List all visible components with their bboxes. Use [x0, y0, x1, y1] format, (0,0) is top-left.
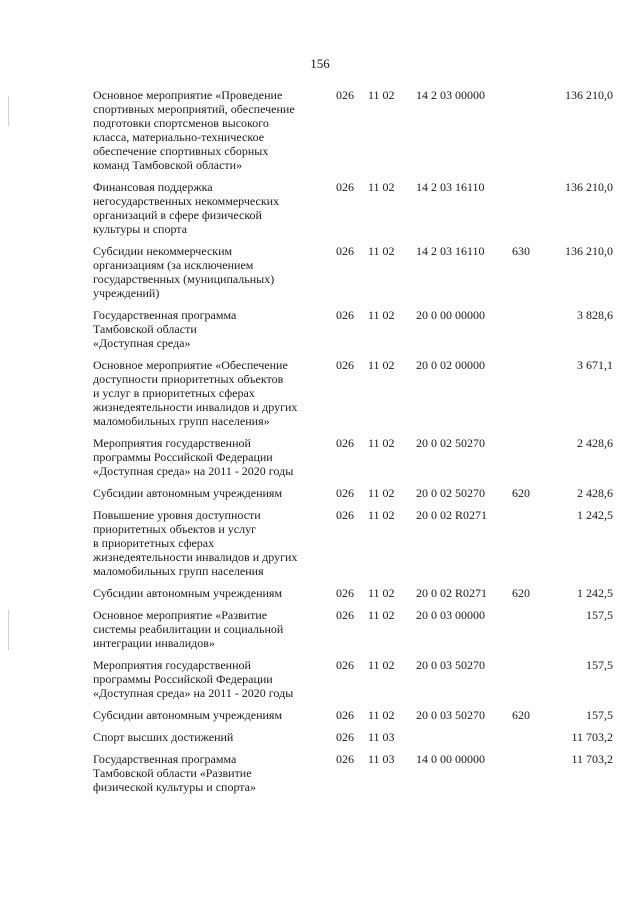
- section-code: 11 02: [368, 586, 395, 600]
- row-name-line: жизнедеятельности инвалидов и других: [93, 400, 298, 414]
- row-name-line: учреждений): [93, 286, 160, 300]
- row-name-line: программы Российской Федерации: [93, 450, 273, 464]
- row-name: [93, 708, 336, 730]
- amount: 11 703,2: [571, 752, 613, 766]
- row-name: [93, 658, 336, 708]
- row-name-line: Основное мероприятие «Обеспечение: [93, 358, 288, 372]
- row-name-line: жизнедеятельности инвалидов и других: [93, 550, 298, 564]
- row-name-line: Тамбовской области «Развитие: [93, 766, 252, 780]
- ministry-code: 026: [336, 658, 354, 672]
- table-row: [93, 180, 613, 244]
- row-name: [93, 486, 336, 508]
- section-code: 11 02: [368, 244, 395, 258]
- row-name-line: «Доступная среда» на 2011 - 2020 годы: [93, 464, 294, 478]
- target-article-code: 14 2 03 16110: [416, 180, 485, 194]
- row-name-line: Субсидии автономным учреждениям: [93, 486, 283, 500]
- row-name: [93, 508, 336, 586]
- row-name-line: культуры и спорта: [93, 222, 188, 236]
- target-article-code: 20 0 02 R0271: [416, 508, 488, 522]
- expense-type-code: 620: [512, 486, 530, 500]
- expense-type-code: [512, 88, 536, 180]
- section-code: 11 02: [368, 180, 395, 194]
- amount: 11 703,2: [571, 730, 613, 744]
- ministry-code: 026: [336, 708, 354, 722]
- table-row: [93, 244, 613, 308]
- row-name: [93, 608, 336, 658]
- amount: 1 242,5: [577, 508, 613, 522]
- amount: 157,5: [586, 608, 613, 622]
- row-name-line: Субсидии автономным учреждениям: [93, 586, 283, 600]
- table-row: [93, 752, 613, 802]
- row-name-line: маломобильных групп населения: [93, 564, 264, 578]
- ministry-code: 026: [336, 88, 354, 102]
- row-name-line: Мероприятия государственной: [93, 658, 251, 672]
- amount: 2 428,6: [577, 436, 613, 450]
- section-code: 11 03: [368, 730, 395, 744]
- row-name-line: в приоритетных сферах: [93, 536, 215, 550]
- amount: 157,5: [586, 708, 613, 722]
- row-name-line: Тамбовской области: [93, 322, 197, 336]
- row-name-line: приоритетных объектов и услуг: [93, 522, 256, 536]
- table-row: [93, 88, 613, 180]
- row-name-line: «Доступная среда» на 2011 - 2020 годы: [93, 686, 294, 700]
- ministry-code: 026: [336, 180, 354, 194]
- row-name-line: Мероприятия государственной: [93, 436, 251, 450]
- page-number: 156: [310, 56, 330, 71]
- row-name-line: доступности приоритетных объектов: [93, 372, 284, 386]
- expense-type-code: [512, 180, 536, 244]
- ministry-code: 026: [336, 752, 354, 766]
- row-name: [93, 358, 336, 436]
- ministry-code: 026: [336, 358, 354, 372]
- row-name-line: Субсидии некоммерческим: [93, 244, 233, 258]
- row-name-line: маломобильных групп населения»: [93, 414, 270, 428]
- expense-type-code: [512, 436, 536, 486]
- expense-type-code: [512, 358, 536, 436]
- ministry-code: 026: [336, 730, 354, 744]
- target-article-code: 20 0 03 00000: [416, 608, 485, 622]
- target-article-code: 20 0 03 50270: [416, 708, 485, 722]
- section-code: 11 02: [368, 608, 395, 622]
- table-row: [93, 708, 613, 730]
- section-code: 11 03: [368, 752, 395, 766]
- amount: 3 671,1: [577, 358, 613, 372]
- row-name-line: Субсидии автономным учреждениям: [93, 708, 283, 722]
- table-row: [93, 308, 613, 358]
- amount: 2 428,6: [577, 486, 613, 500]
- row-name-line: системы реабилитации и социальной: [93, 622, 284, 636]
- row-name-line: обеспечение спортивных сборных: [93, 144, 269, 158]
- section-code: 11 02: [368, 486, 395, 500]
- ministry-code: 026: [336, 586, 354, 600]
- row-name: [93, 752, 336, 802]
- row-name-line: команд Тамбовской области»: [93, 158, 243, 172]
- section-code: 11 02: [368, 708, 395, 722]
- row-name-line: «Доступная среда»: [93, 336, 191, 350]
- table-row: [93, 508, 613, 586]
- table-row: [93, 730, 613, 752]
- section-code: 11 02: [368, 358, 395, 372]
- row-name-line: физической культуры и спорта»: [93, 780, 257, 794]
- ministry-code: 026: [336, 244, 354, 258]
- amount: 157,5: [586, 658, 613, 672]
- expense-type-code: [512, 508, 536, 586]
- row-name: [93, 308, 336, 358]
- row-name-line: Государственная программа: [93, 752, 237, 766]
- target-article-code: 14 0 00 00000: [416, 752, 485, 766]
- expense-type-code: 630: [512, 244, 530, 258]
- expense-type-code: [512, 658, 536, 708]
- amount: 136 210,0: [565, 180, 613, 194]
- target-article-code: 14 2 03 16110: [416, 244, 485, 258]
- row-name: [93, 88, 336, 180]
- section-code: 11 02: [368, 436, 395, 450]
- row-name-line: интеграции инвалидов»: [93, 636, 215, 650]
- expense-type-code: [512, 752, 536, 802]
- scan-margin-mark: [8, 610, 9, 650]
- expense-type-code: [512, 608, 536, 658]
- section-code: 11 02: [368, 88, 395, 102]
- expense-type-code: 620: [512, 586, 530, 600]
- ministry-code: 026: [336, 308, 354, 322]
- row-name-line: организациям (за исключением: [93, 258, 254, 272]
- amount: 136 210,0: [565, 244, 613, 258]
- ministry-code: 026: [336, 608, 354, 622]
- row-name: [93, 244, 336, 308]
- row-name: [93, 180, 336, 244]
- target-article-code: 20 0 02 00000: [416, 358, 485, 372]
- expense-type-code: [512, 308, 536, 358]
- section-code: 11 02: [368, 658, 395, 672]
- target-article-code: 20 0 02 50270: [416, 486, 485, 500]
- row-name: [93, 730, 336, 752]
- section-code: 11 02: [368, 508, 395, 522]
- row-name-line: Спорт высших достижений: [93, 730, 234, 744]
- amount: 1 242,5: [577, 586, 613, 600]
- amount: 136 210,0: [565, 88, 613, 102]
- row-name-line: и услуг в приоритетных сферах: [93, 386, 255, 400]
- row-name: [93, 436, 336, 486]
- table-row: [93, 436, 613, 486]
- target-article-code: 14 2 03 00000: [416, 88, 485, 102]
- table-row: [93, 586, 613, 608]
- budget-table-body: [93, 88, 613, 802]
- target-article-code: 20 0 00 00000: [416, 308, 485, 322]
- row-name-line: Финансовая поддержка: [93, 180, 213, 194]
- table-row: [93, 608, 613, 658]
- ministry-code: 026: [336, 486, 354, 500]
- row-name: [93, 586, 336, 608]
- section-code: 11 02: [368, 308, 395, 322]
- target-article-code: 20 0 02 50270: [416, 436, 485, 450]
- row-name-line: Государственная программа: [93, 308, 237, 322]
- expense-type-code: [512, 730, 536, 752]
- row-name-line: Основное мероприятие «Развитие: [93, 608, 268, 622]
- row-name-line: Основное мероприятие «Проведение: [93, 88, 283, 102]
- table-row: [93, 358, 613, 436]
- row-name-line: подготовки спортсменов высокого: [93, 116, 269, 130]
- row-name-line: Повышение уровня доступности: [93, 508, 261, 522]
- ministry-code: 026: [336, 508, 354, 522]
- target-article-code: 20 0 02 R0271: [416, 586, 488, 600]
- ministry-code: 026: [336, 436, 354, 450]
- expense-type-code: 620: [512, 708, 530, 722]
- table-row: [93, 658, 613, 708]
- target-article-code: 20 0 03 50270: [416, 658, 485, 672]
- table-row: [93, 486, 613, 508]
- row-name-line: класса, материально-техническое: [93, 130, 265, 144]
- row-name-line: программы Российской Федерации: [93, 672, 273, 686]
- scan-margin-mark: [8, 96, 9, 126]
- amount: 3 828,6: [577, 308, 613, 322]
- row-name-line: негосударственных некоммерческих: [93, 194, 280, 208]
- row-name-line: государственных (муниципальных): [93, 272, 275, 286]
- budget-table: [93, 88, 613, 802]
- row-name-line: организаций в сфере физической: [93, 208, 262, 222]
- row-name-line: спортивных мероприятий, обеспечение: [93, 102, 295, 116]
- target-article-code: [416, 730, 512, 752]
